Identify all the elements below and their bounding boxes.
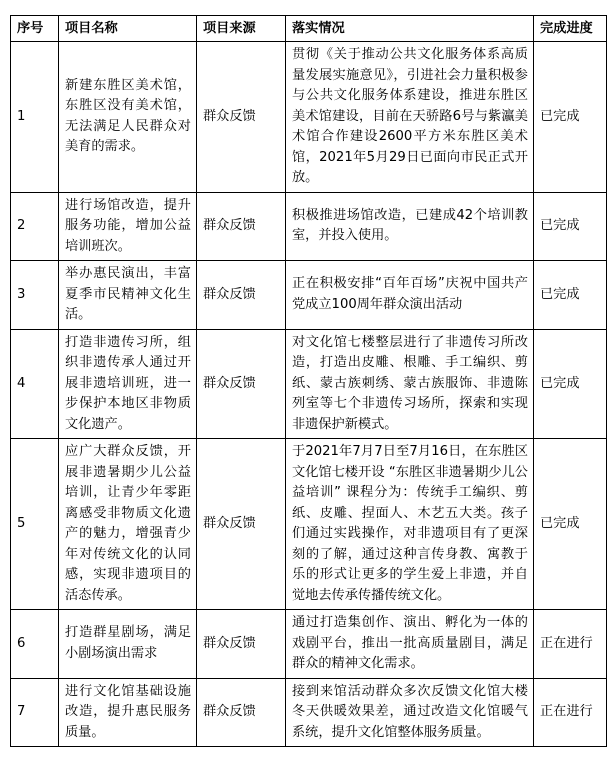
cell-status: 对文化馆七楼整层进行了非遗传习所改造，打造出皮雕、根雕、手工编织、剪纸、蒙古族刺绣、蒙古族服饰、非遗陈列室等七个非遗传习场所，探索和实现非遗保护新模式。 bbox=[286, 329, 534, 439]
column-header-progress: 完成进度 bbox=[534, 16, 607, 42]
column-header-source: 项目来源 bbox=[197, 16, 286, 42]
cell-seq: 1 bbox=[11, 42, 59, 193]
cell-status: 通过打造集创作、演出、孵化为一体的戏剧平台，推出一批高质量剧目，满足群众的精神文化需求。 bbox=[286, 610, 534, 679]
cell-source: 群众反馈 bbox=[197, 439, 286, 610]
column-header-name: 项目名称 bbox=[59, 16, 197, 42]
column-header-status: 落实情况 bbox=[286, 16, 534, 42]
cell-name: 进行文化馆基础设施改造，提升惠民服务质量。 bbox=[59, 678, 197, 747]
table-body bbox=[11, 42, 607, 747]
cell-progress: 已完成 bbox=[534, 261, 607, 330]
table-row bbox=[11, 42, 607, 193]
cell-seq: 5 bbox=[11, 439, 59, 610]
cell-source: 群众反馈 bbox=[197, 192, 286, 261]
cell-source: 群众反馈 bbox=[197, 329, 286, 439]
cell-seq: 6 bbox=[11, 610, 59, 679]
cell-status: 积极推进场馆改造，已建成42个培训教室，并投入使用。 bbox=[286, 192, 534, 261]
cell-status: 正在积极安排“百年百场”庆祝中国共产党成立100周年群众演出活动 bbox=[286, 261, 534, 330]
cell-status: 于2021年7月7日至7月16日，在东胜区文化馆七楼开设 “东胜区非遗暑期少儿公益培训” 课程分为：传统手工编织、剪纸、皮雕、捏面人、木艺五大类。孩子们通过实践操作，对非遗项目有了更深刻的了解，通过这种言传身教、寓教于乐的形式让更多的学生爱上非遗，并自觉地去传承传播传统文化。 bbox=[286, 439, 534, 610]
cell-seq: 3 bbox=[11, 261, 59, 330]
cell-progress: 正在进行 bbox=[534, 678, 607, 747]
cell-status: 接到来馆活动群众多次反馈文化馆大楼冬天供暖效果差，通过改造文化馆暖气系统，提升文化馆整体服务质量。 bbox=[286, 678, 534, 747]
cell-progress: 已完成 bbox=[534, 192, 607, 261]
cell-name: 应广大群众反馈，开展非遗暑期少儿公益培训，让青少年零距离感受非物质文化遗产的魅力，增强青少年对传统文化的认同感，实现非遗项目的活态传承。 bbox=[59, 439, 197, 610]
cell-name: 新建东胜区美术馆，东胜区没有美术馆，无法满足人民群众对美育的需求。 bbox=[59, 42, 197, 193]
table-row bbox=[11, 439, 607, 610]
cell-seq: 2 bbox=[11, 192, 59, 261]
cell-name: 打造群星剧场，满足小剧场演出需求 bbox=[59, 610, 197, 679]
cell-source: 群众反馈 bbox=[197, 261, 286, 330]
table-header bbox=[11, 16, 607, 42]
table-row bbox=[11, 192, 607, 261]
table-header-row bbox=[11, 16, 607, 42]
implementation-table bbox=[10, 15, 607, 747]
cell-source: 群众反馈 bbox=[197, 610, 286, 679]
table-row bbox=[11, 329, 607, 439]
cell-seq: 4 bbox=[11, 329, 59, 439]
cell-progress: 正在进行 bbox=[534, 610, 607, 679]
cell-source: 群众反馈 bbox=[197, 678, 286, 747]
cell-progress: 已完成 bbox=[534, 42, 607, 193]
cell-status: 贯彻《关于推动公共文化服务体系高质量发展实施意见》，引进社会力量积极参与公共文化服务体系建设，推进东胜区美术馆建设，目前在天骄路6号与紫瀛美术馆合作建设2600平方米东胜区美术馆，2021年5月29日已面向市民正式开放。 bbox=[286, 42, 534, 193]
table-row bbox=[11, 261, 607, 330]
cell-progress: 已完成 bbox=[534, 439, 607, 610]
cell-seq: 7 bbox=[11, 678, 59, 747]
table-row bbox=[11, 678, 607, 747]
cell-name: 打造非遗传习所，组织非遗传承人通过开展非遗培训班，进一步保护本地区非物质文化遗产。 bbox=[59, 329, 197, 439]
cell-progress: 已完成 bbox=[534, 329, 607, 439]
cell-source: 群众反馈 bbox=[197, 42, 286, 193]
cell-name: 进行场馆改造，提升服务功能，增加公益培训班次。 bbox=[59, 192, 197, 261]
cell-name: 举办惠民演出，丰富夏季市民精神文化生活。 bbox=[59, 261, 197, 330]
column-header-seq: 序号 bbox=[11, 16, 59, 42]
table-row bbox=[11, 610, 607, 679]
